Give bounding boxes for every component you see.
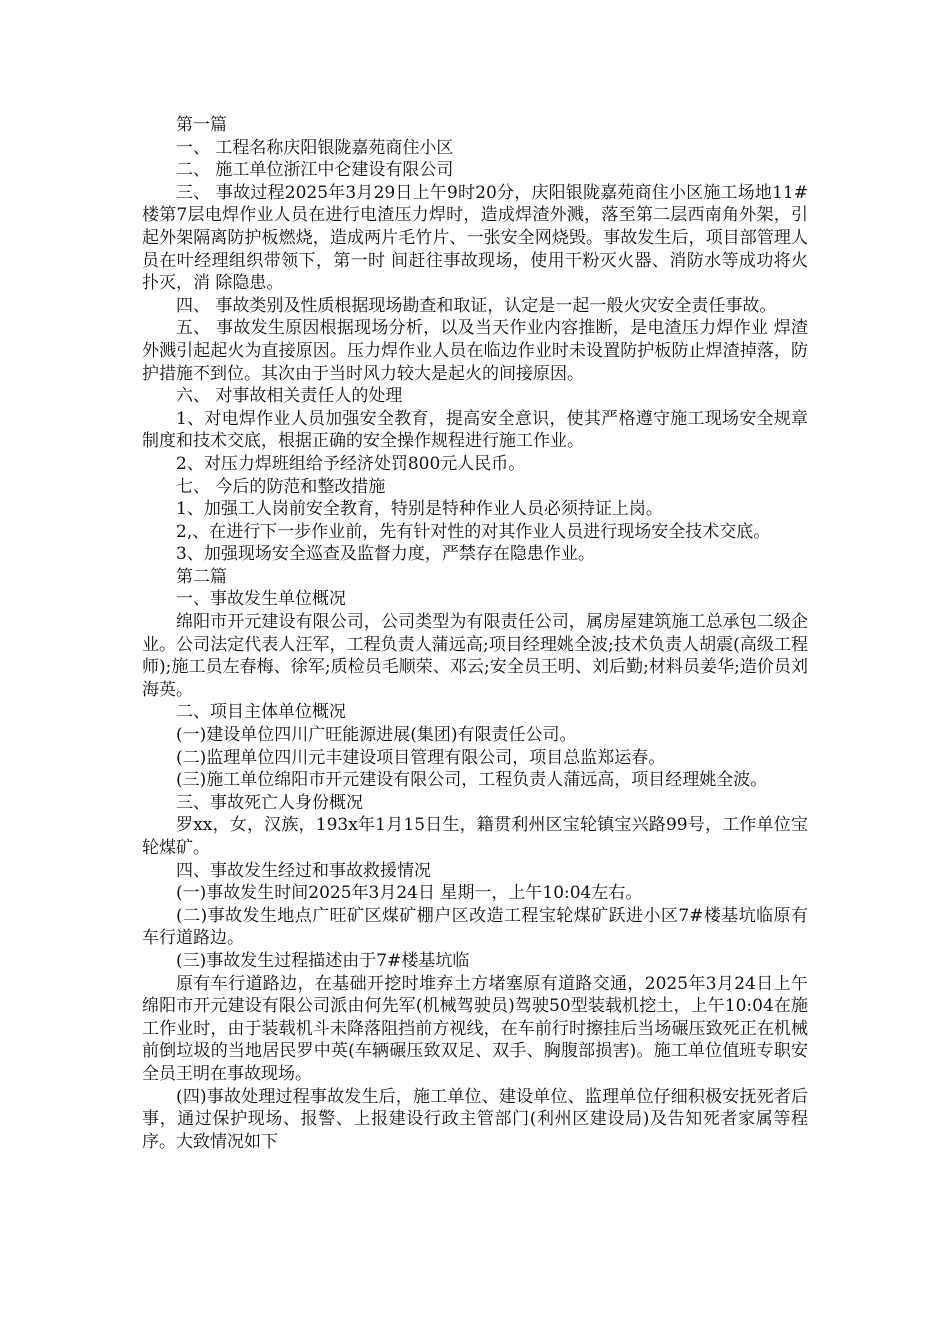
paragraph: 原有车行道路边，在基础开挖时堆弃土方堵塞原有道路交通，2025年3月24日上午绵阳市开元建设有限公司派由何先军(机械驾驶员)驾驶50型装载机挖土，上午10:04在施工作业时，由于装载机斗未降落阻挡前方视线，在车前行时擦挂后当场碾压致死正在机械前倒垃圾的当地居民罗中英(车辆碾压致双足、双手、胸腹部损害)。施工单位值班专职安全员王明在事故现场。 bbox=[142, 973, 808, 1084]
paragraph: 1、加强工人岗前安全教育，特别是特种作业人员必须持证上岗。 bbox=[176, 499, 663, 520]
paragraph: 四、事故发生经过和事故救援情况 bbox=[176, 860, 431, 881]
paragraph: 2、对压力焊班组给予经济处罚800元人民币。 bbox=[176, 453, 526, 474]
heading-part-two: 第二篇 bbox=[176, 566, 227, 587]
paragraph: 三、事故死亡人身份概况 bbox=[176, 792, 363, 813]
heading-part-one: 第一篇 bbox=[176, 115, 227, 135]
paragraph: 一、事故发生单位概况 bbox=[176, 589, 346, 610]
paragraph: 1、对电焊作业人员加强安全教育，提高安全意识，使其严格遵守施工现场安全规章制度和技术交底，根据正确的安全操作规程进行施工作业。 bbox=[142, 408, 808, 452]
paragraph: (三)施工单位绵阳市开元建设有限公司，工程负责人蒲远高，项目经理姚全波。 bbox=[176, 770, 768, 791]
paragraph: 三、 事故过程2025年3月29日上午9时20分，庆阳银陇嘉苑商住小区施工场地11#楼第7层电焊作业人员在进行电渣压力焊时，造成焊渣外溅，落至第二层西南角外架，引起外架隔离防护板燃烧，造成两片毛竹片、一张安全网烧毁。事故发生后，项目部管理人员在叶经理组织带领下，第一时 间赶往事故现场，使用干粉灭火器、消防水等成功将火扑灭，消 除隐患。 bbox=[142, 182, 808, 294]
paragraph: (四)事故处理过程事故发生后，施工单位、建设单位、监理单位仔细积极安抚死者后事，通过保护现场、报警、上报建设行政主管部门(利州区建设局)及告知死者家属等程序。大致情况如下 bbox=[142, 1086, 808, 1152]
paragraph: 五、 事故发生原因根据现场分析，以及当天作业内容推断，是电渣压力焊作业 焊渣外溅引起起火为直接原因。压力焊作业人员在临边作业时未设置防护板防止焊渣掉落，防护措施不到位。其次由于当时风力较大是起火的间接原因。 bbox=[142, 318, 808, 384]
document-body bbox=[142, 114, 808, 1153]
paragraph: 2,、在进行下一步作业前，先有针对性的对其作业人员进行现场安全技术交底。 bbox=[176, 521, 771, 542]
paragraph: 七、 今后的防范和整改措施 bbox=[176, 476, 386, 497]
paragraph: 一、 工程名称庆阳银陇嘉苑商住小区 bbox=[176, 137, 454, 158]
paragraph: 四、 事故类别及性质根据现场勘查和取证，认定是一起一般火灾安全责任事故。 bbox=[176, 295, 777, 316]
paragraph: (三)事故发生过程描述由于7#楼基坑临 bbox=[176, 950, 470, 971]
paragraph: 3、加强现场安全巡查及监督力度，严禁存在隐患作业。 bbox=[176, 544, 595, 565]
paragraph: 六、 对事故相关责任人的处理 bbox=[176, 386, 403, 407]
paragraph: (二)事故发生地点广旺矿区煤矿棚户区改造工程宝轮煤矿跃进小区7#楼基坑临原有车行道路边。 bbox=[142, 905, 808, 949]
paragraph: (二)监理单位四川元丰建设项目管理有限公司，项目总监郑运春。 bbox=[176, 747, 666, 768]
paragraph: (一)建设单位四川广旺能源进展(集团)有限责任公司。 bbox=[176, 725, 577, 746]
paragraph: 绵阳市开元建设有限公司，公司类型为有限责任公司，属房屋建筑施工总承包二级企业。公司法定代表人汪军，工程负责人蒲远高;项目经理姚全波;技术负责人胡震(高级工程师);施工员左春梅、徐军;质检员毛顺荣、邓云;安全员王明、刘后勤;材料员姜华;造价员刘海英。 bbox=[142, 612, 808, 700]
paragraph: 二、项目主体单位概况 bbox=[176, 702, 346, 723]
paragraph: 二、 施工单位浙江中仑建设有限公司 bbox=[176, 160, 454, 181]
paragraph: (一)事故发生时间2025年3月24日 星期一，上午10:04左右。 bbox=[176, 883, 643, 904]
paragraph: 罗xx，女，汉族，193x年1月15日生，籍贯利州区宝轮镇宝兴路99号，工作单位宝轮煤矿。 bbox=[142, 815, 808, 858]
